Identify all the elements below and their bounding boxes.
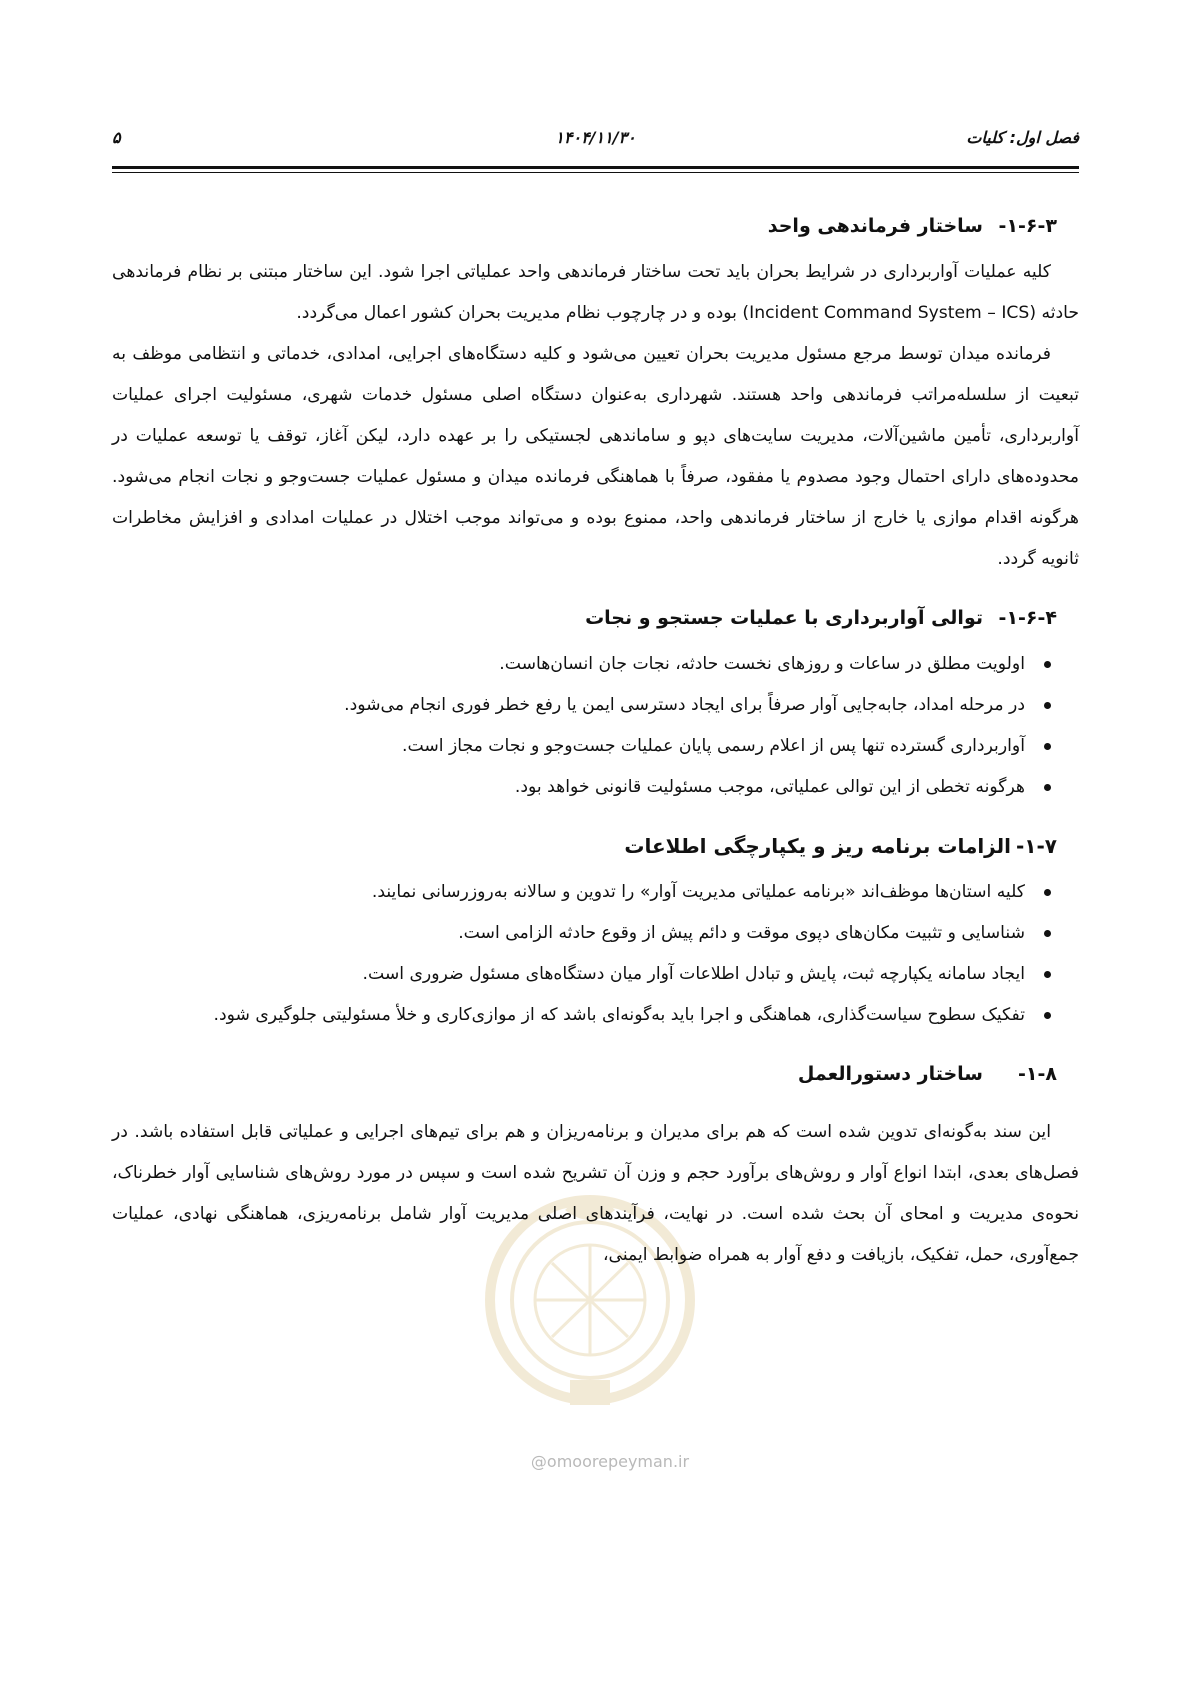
list-item-text: ایجاد سامانه یکپارچه ثبت، پایش و تبادل اطلاعات آوار میان دستگاه‌های مسئول ضروری است. [362, 964, 1025, 984]
section-title: الزامات برنامه ریز و یکپارچگی اطلاعات [624, 834, 1011, 858]
bullet-icon [1044, 1012, 1051, 1019]
bullet-icon [1044, 889, 1051, 896]
list-item-text: هرگونه تخطی از این توالی عملیاتی، موجب مسئولیت قانونی خواهد بود. [514, 777, 1025, 797]
bullet-icon [1044, 743, 1051, 750]
bullet-icon [1044, 930, 1051, 937]
bullet-list [112, 872, 1079, 1036]
bullet-list [112, 644, 1079, 808]
section-heading-1-6-3 [112, 210, 1057, 242]
main-content [112, 210, 1079, 1276]
section-heading-1-6-4 [112, 602, 1057, 634]
section-number: ۱-۸- [1018, 1063, 1057, 1085]
running-header [112, 128, 1079, 160]
list-item-text: شناسایی و تثبیت مکان‌های دپوی موقت و دائم پیش از وقوع حادثه الزامی است. [458, 923, 1025, 943]
header-date: ۱۴۰۴/۱۱/۳۰ [555, 128, 636, 147]
chapter-title: فصل اول: کلیات [966, 128, 1079, 147]
section-title: توالی آواربرداری با عملیات جستجو و نجات [585, 607, 983, 629]
list-item-text: تفکیک سطوح سیاست‌گذاری، هماهنگی و اجرا باید به‌گونه‌ای باشد که از موازی‌کاری و خلأ مسئولیتی جلوگیری شود. [213, 1005, 1025, 1025]
list-item-text: کلیه استان‌ها موظف‌اند «برنامه عملیاتی مدیریت آوار» را تدوین و سالانه به‌روزرسانی نمایند. [371, 882, 1025, 902]
list-item [112, 644, 1051, 685]
section-number: ۱-۷- [1015, 834, 1057, 858]
list-item [112, 995, 1051, 1036]
section-number: ۱-۶-۴- [998, 607, 1057, 629]
bullet-icon [1044, 661, 1051, 668]
page-number: ۵ [112, 128, 121, 147]
section-heading-1-8 [112, 1058, 1057, 1090]
list-item-text: آواربرداری گسترده تنها پس از اعلام رسمی پایان عملیات جست‌وجو و نجات مجاز است. [402, 736, 1025, 756]
section-heading-1-7 [112, 830, 1057, 862]
header-rule-thick [112, 166, 1079, 169]
paragraph: کلیه عملیات آواربرداری در شرایط بحران باید تحت ساختار فرماندهی واحد عملیاتی اجرا شود. این ساختار مبتنی بر نظام فرماندهی حادثه (Incident Command System – ICS) بوده و در چارچوب نظام مدیریت بحران کشور اعمال می‌گردد. [112, 262, 1079, 323]
list-item-text: در مرحله امداد، جابه‌جایی آوار صرفاً برای ایجاد دسترسی ایمن یا رفع خطر فوری انجام می‌شود. [344, 695, 1025, 715]
list-item [112, 685, 1051, 726]
paragraph: این سند به‌گونه‌ای تدوین شده است که هم برای مدیران و برنامه‌ریزان و هم برای تیم‌های اجرایی و عملیاتی قابل استفاده باشد. در فصل‌های بعدی، ابتدا انواع آوار و روش‌های برآورد حجم و وزن آن تشریح شده است و سپس در مورد روش‌های شناسایی آوار خطرناک، نحوه‌ی مدیریت و امحای آن بحث شده است. در نهایت، فرآیندهای اصلی مدیریت آوار شامل برنامه‌ریزی، هماهنگی نهادی، عملیات جمع‌آوری، حمل، تفکیک، بازیافت و دفع آوار به همراه ضوابط ایمنی، [112, 1122, 1079, 1265]
section-title: ساختار فرماندهی واحد [767, 215, 983, 237]
section-number: ۱-۶-۳- [998, 215, 1057, 237]
list-item [112, 913, 1051, 954]
list-item [112, 954, 1051, 995]
bullet-icon [1044, 971, 1051, 978]
section-title: ساختار دستورالعمل [797, 1063, 983, 1085]
list-item [112, 767, 1051, 808]
bullet-icon [1044, 702, 1051, 709]
list-item [112, 726, 1051, 767]
list-item [112, 872, 1051, 913]
list-item-text: اولویت مطلق در ساعات و روزهای نخست حادثه، نجات جان انسان‌هاست. [499, 654, 1025, 674]
bullet-icon [1044, 784, 1051, 791]
watermark-text: @omoorepeyman.ir [530, 1452, 690, 1471]
paragraph: فرمانده میدان توسط مرجع مسئول مدیریت بحران تعیین می‌شود و کلیه دستگاه‌های اجرایی، امدادی، خدماتی و انتظامی موظف به تبعیت از سلسله‌مراتب فرماندهی واحد هستند. شهرداری به‌عنوان دستگاه اصلی مسئول خدمات شهری، مسئولیت اجرای عملیات آواربرداری، تأمین ماشین‌آلات، مدیریت سایت‌های دپو و ساماندهی لجستیکی را بر عهده دارد، لیکن آغاز، توقف یا توسعه عملیات در محدوده‌های دارای احتمال وجود مصدوم یا مفقود، صرفاً با هماهنگی فرمانده میدان و مسئول عملیات جست‌وجو و نجات انجام می‌شود. هرگونه اقدام موازی یا خارج از ساختار فرماندهی واحد، ممنوع بوده و می‌تواند موجب اختلال در عملیات امدادی و افزایش مخاطرات ثانویه گردد. [112, 344, 1079, 569]
header-rule-thin [112, 172, 1079, 173]
